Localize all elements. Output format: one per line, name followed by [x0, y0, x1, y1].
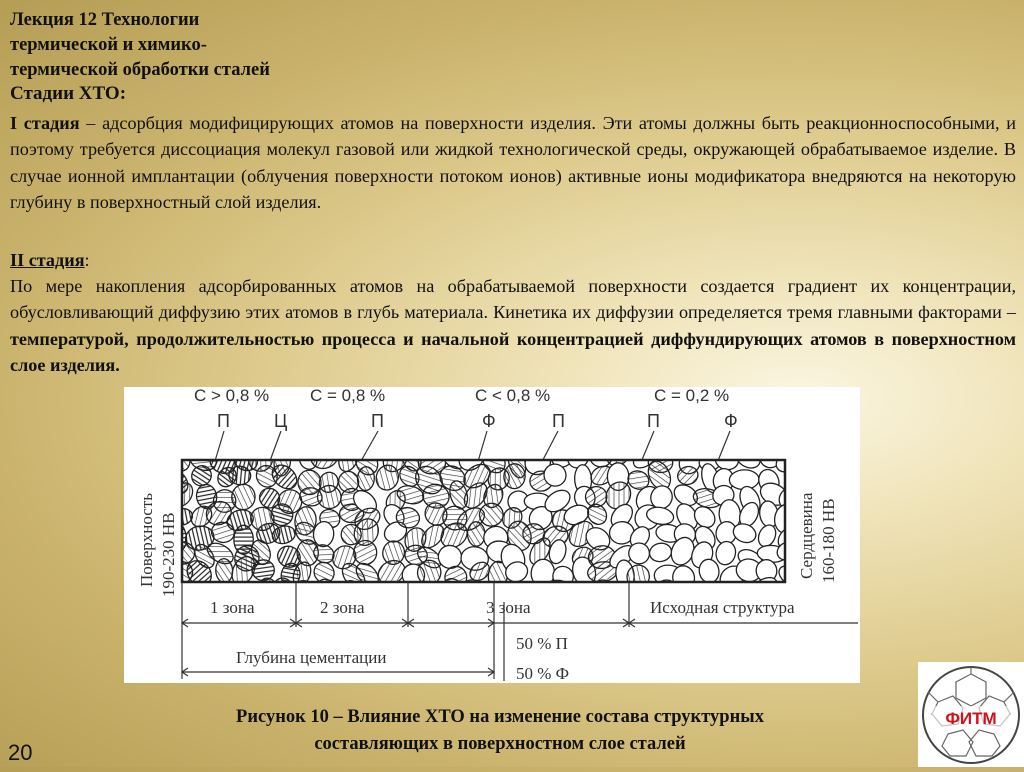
- grain: [591, 579, 615, 608]
- conc-label-4: С = 0,2 %: [654, 387, 730, 405]
- conc-label-2: С = 0,8 %: [310, 387, 386, 405]
- fitm-logo: [918, 662, 1024, 767]
- figure-caption: [150, 704, 850, 758]
- phase-label-f1: Ф: [482, 411, 496, 431]
- grain: [610, 582, 639, 611]
- grain: [503, 463, 525, 489]
- caption-line-1: Рисунок 10 – Влияние ХТО на изменение состава структурных: [236, 707, 764, 727]
- grain: [382, 582, 403, 605]
- stage2-text-bold: температурой, продолжительностью процесса и начальной концентрацией диффундирующих атомов в поверхностном слое изделия.: [10, 328, 1016, 375]
- fullerene-logo-icon: [918, 662, 1024, 767]
- grain: [564, 583, 593, 607]
- stage2-label: II стадия: [10, 250, 85, 270]
- conc-label-3: С < 0,8 %: [475, 387, 551, 405]
- phase-label-f2: Ф: [724, 411, 738, 431]
- header-line-3: термической обработки сталей: [10, 60, 270, 80]
- lecture-header: [10, 8, 370, 83]
- depth-label: Глубина цементации: [236, 648, 387, 667]
- logo-text: ФИТМ: [945, 709, 997, 728]
- core-hardness: 160-180 НВ: [819, 498, 838, 583]
- grain: [467, 522, 485, 547]
- grain-band: [161, 439, 808, 612]
- stage2-heading: [10, 247, 1016, 273]
- original-structure-label: Исходная структура: [650, 598, 795, 617]
- header-line-2: термической и химико-: [10, 35, 207, 55]
- core-label: Сердцевина: [797, 492, 816, 579]
- zone3-ferrite: 50 % Ф: [516, 664, 570, 683]
- grain: [444, 566, 467, 589]
- stage2-colon: :: [84, 250, 90, 270]
- grain: [353, 540, 377, 565]
- caption-line-2: составляющих в поверхностном слое сталей: [314, 734, 686, 754]
- phase-label-p1: П: [217, 411, 230, 431]
- slide-number: 20: [8, 740, 33, 765]
- grain: [395, 580, 426, 609]
- surface-label: Поверхность: [137, 493, 156, 587]
- microstructure-diagram: [124, 387, 860, 683]
- stages-title: Стадии ХТО:: [10, 83, 127, 104]
- phase-label-p3: П: [552, 411, 565, 431]
- stage1-label: I стадия: [10, 113, 80, 133]
- microstructure-figure: [124, 387, 860, 683]
- surface-hardness: 190-230 НВ: [159, 512, 178, 597]
- phase-label-c: Ц: [274, 411, 288, 431]
- stage1-paragraph: [10, 110, 1016, 215]
- zone-2-label: 2 зона: [320, 598, 365, 617]
- phase-label-p4: П: [647, 411, 660, 431]
- header-line-1: Лекция 12 Технологии: [10, 10, 200, 30]
- phase-label-p2: П: [371, 411, 384, 431]
- conc-label-1: С > 0,8 %: [194, 387, 270, 405]
- stage2-paragraph: [10, 273, 1016, 378]
- grain: [422, 580, 450, 604]
- stage1-text: – адсорбция модифицирующих атомов на поверхности изделия. Эти атомы должны быть реакционноспособными, и поэтому требуется диссоциация молекул газовой или жидкой технологической среды, окружающей обрабатываемое изделие. В случае ионной имплантации (облучения поверхности потоком ионов) активные ионы модификатора внедряются на некоторую глубину в поверхностный слой изделия.: [10, 113, 1017, 212]
- stage2-text-plain: По мере накопления адсорбированных атомов на обрабатываемой поверхности создается градиент их концентрации, обусловливающий диффузию этих атомов в глубь материала. Кинетика их диффузии определяется тремя главными факторами –: [10, 276, 1016, 323]
- zone-1-label: 1 зона: [210, 598, 255, 617]
- phase-labels: [217, 411, 738, 431]
- zone3-pearlite: 50 % П: [516, 634, 568, 653]
- zone-3-label: 3 зона: [486, 598, 531, 617]
